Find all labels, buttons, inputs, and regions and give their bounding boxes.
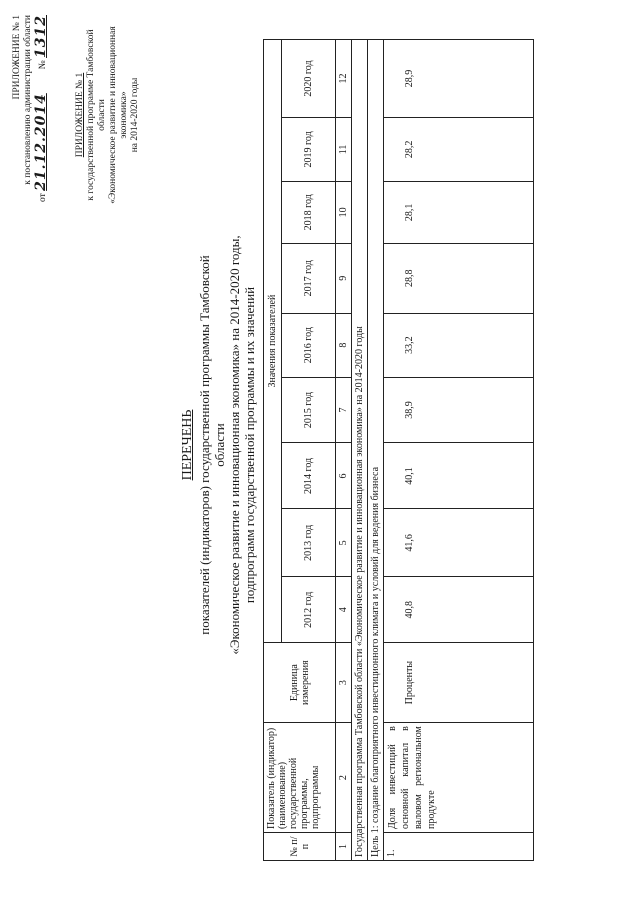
column-number: 11 xyxy=(336,117,352,181)
document-heading xyxy=(180,235,257,655)
header-year: 2013 год xyxy=(282,509,336,577)
column-number: 5 xyxy=(336,509,352,577)
column-number: 6 xyxy=(336,443,352,509)
row-unit: Проценты xyxy=(384,643,534,723)
row-indicator-name: Доля инвестиций в основной капитал в валовом региональном продукте xyxy=(384,723,534,833)
row-no: 1. xyxy=(384,833,534,861)
document-title: ПЕРЕЧЕНЬ xyxy=(180,409,195,481)
row-value: 28,1 xyxy=(384,181,534,243)
annex-subtitle: к постановлению администрации области xyxy=(23,15,33,185)
column-number: 9 xyxy=(336,243,352,313)
annex-title: ПРИЛОЖЕНИЕ № 1 xyxy=(12,15,22,100)
resolution-annex-header xyxy=(12,15,49,215)
header-year: 2019 год xyxy=(282,117,336,181)
program-annex-line: «Экономическое развитие и инновационная экономика» xyxy=(108,26,129,204)
program-annex-header xyxy=(75,25,141,205)
column-number: 12 xyxy=(336,40,352,118)
header-year: 2020 год xyxy=(282,40,336,118)
header-year: 2012 год xyxy=(282,577,336,643)
annex-date-row xyxy=(33,15,49,215)
column-number: 3 xyxy=(336,643,352,723)
indicators-table xyxy=(263,39,534,861)
header-year: 2014 год xyxy=(282,443,336,509)
date-prefix: от xyxy=(38,193,48,203)
header-year: 2016 год xyxy=(282,313,336,377)
program-annex-line: на 2014-2020 годы xyxy=(130,77,140,153)
column-number: 4 xyxy=(336,577,352,643)
header-values: Значения показателей xyxy=(264,40,282,643)
handwritten-number: 1312 xyxy=(33,15,49,58)
handwritten-date: 21.12.2014 xyxy=(33,93,49,191)
column-number: 7 xyxy=(336,377,352,443)
header-year: 2015 год xyxy=(282,377,336,443)
program-row: Государственная программа Тамбовской области «Экономическое развитие и инновационная экономика» на 2014-2020 годы xyxy=(352,40,368,861)
row-value: 28,8 xyxy=(384,243,534,313)
heading-line: «Экономическое развитие и инновационная экономика» на 2014-2020 годы, xyxy=(227,235,242,655)
heading-line: подпрограмм государственной программы и их значений xyxy=(242,286,257,604)
column-number: 8 xyxy=(336,313,352,377)
number-prefix: № xyxy=(38,60,48,70)
column-number: 2 xyxy=(336,723,352,833)
heading-line: показателей (индикаторов) государственной программы Тамбовской области xyxy=(197,255,227,635)
header-no: № п/п xyxy=(264,833,336,861)
program-annex-line: к государственной программе Тамбовской области xyxy=(86,29,107,201)
header-indicator: Показатель (индикатор) (наименование) государственной программы, подпрограммы xyxy=(264,723,336,833)
program-annex-title: ПРИЛОЖЕНИЕ № 1 xyxy=(75,72,85,158)
row-value: 28,2 xyxy=(384,117,534,181)
header-year: 2017 год xyxy=(282,243,336,313)
column-number: 1 xyxy=(336,833,352,861)
row-value: 38,9 xyxy=(384,377,534,443)
table-row xyxy=(384,40,534,861)
header-unit: Единица измерения xyxy=(264,643,336,723)
header-year: 2018 год xyxy=(282,181,336,243)
row-value: 33,2 xyxy=(384,313,534,377)
row-value: 41,6 xyxy=(384,509,534,577)
row-value: 28,9 xyxy=(384,40,534,118)
column-number: 10 xyxy=(336,181,352,243)
row-value: 40,1 xyxy=(384,443,534,509)
goal-row: Цель 1: создание благоприятного инвестиционного климата и условий для ведения бизнеса xyxy=(368,40,384,861)
row-value: 40,8 xyxy=(384,577,534,643)
